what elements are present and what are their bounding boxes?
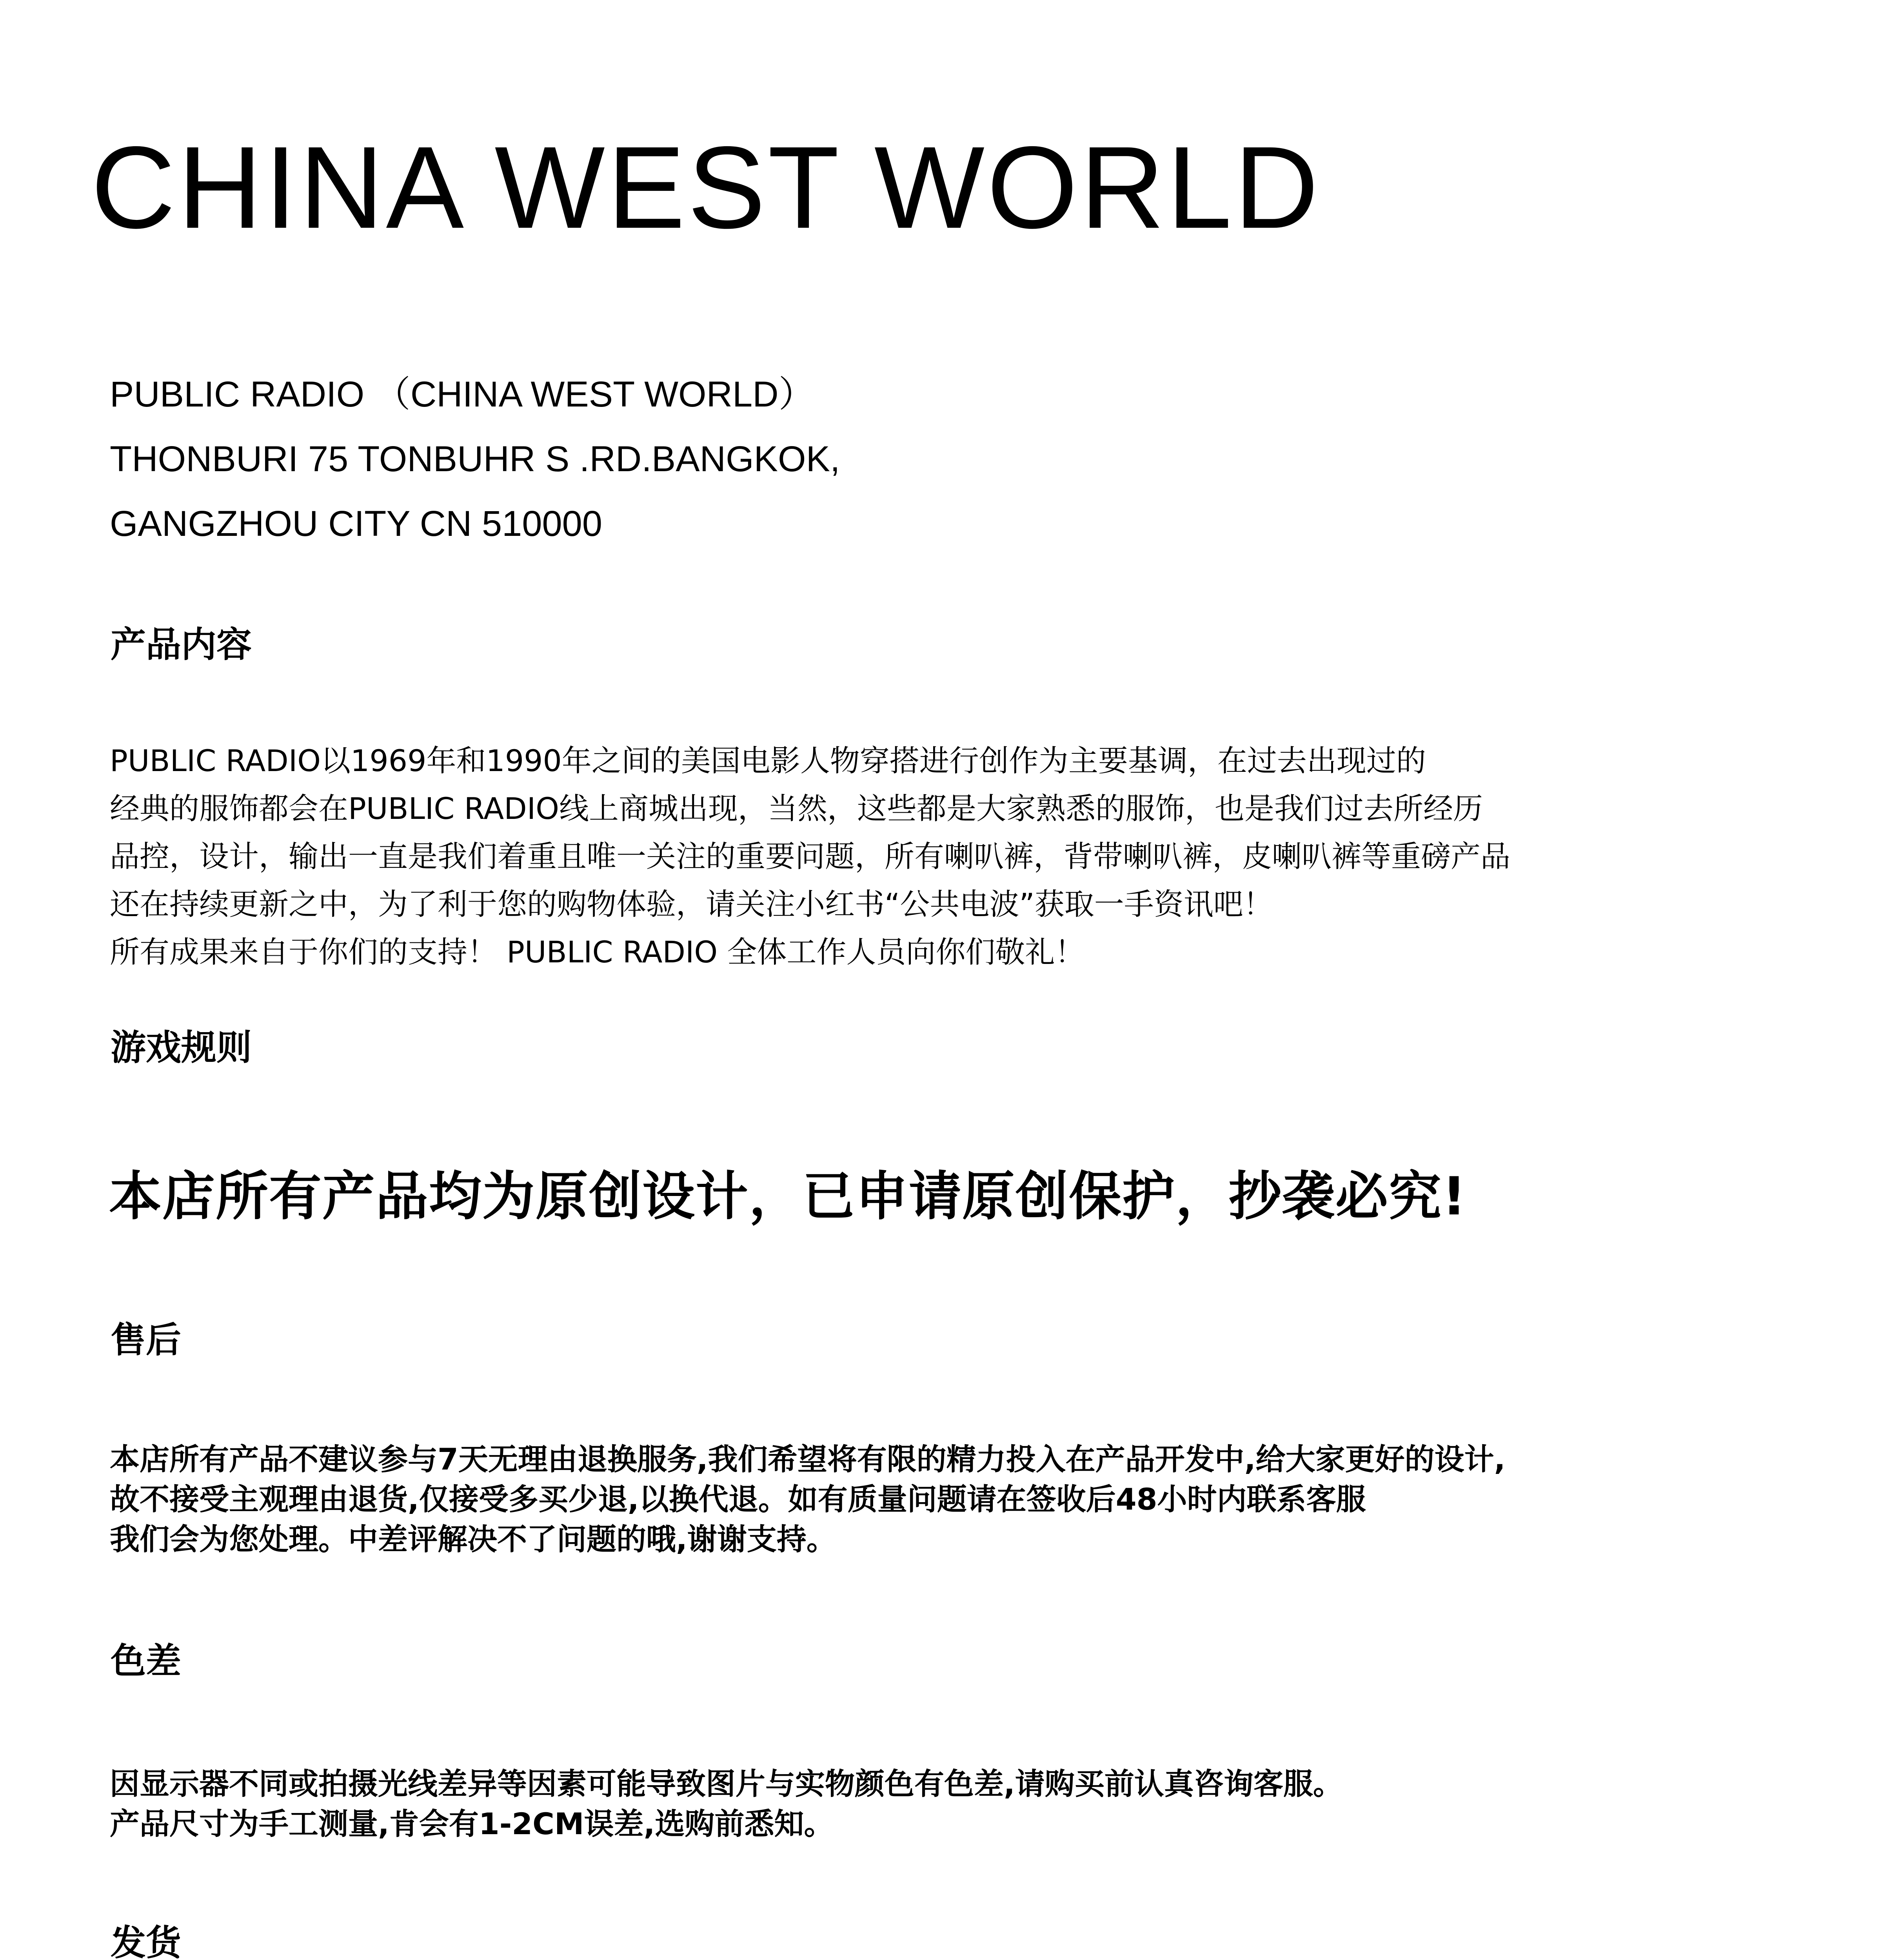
color-diff-paragraph <box>110 1764 1343 1844</box>
color-diff-line: 产品尺寸为手工测量,肯会有1-2CM误差,选购前悉知。 <box>110 1806 834 1841</box>
section-heading-rules: 游戏规则 <box>111 1027 252 1068</box>
content-line: 还在持续更新之中，为了利于您的购物体验，请关注小红书“公共电波”获取一手资讯吧！ <box>110 887 1273 922</box>
address-line-1: PUBLIC RADIO （CHINA WEST WORLD） <box>110 374 815 414</box>
section-heading-after-sales: 售后 <box>111 1319 181 1361</box>
content-line: PUBLIC RADIO以1969年和1990年之间的美国电影人物穿搭进行创作为主要基调，在过去出现过的 <box>110 743 1426 778</box>
address-line-2: THONBURI 75 TONBUHR S .RD.BANGKOK, <box>110 439 840 479</box>
page-title: CHINA WEST WORLD <box>91 122 1321 253</box>
color-diff-line: 因显示器不同或拍摄光线差异等因素可能导致图片与实物颜色有色差,请购买前认真咨询客服。 <box>110 1766 1343 1801</box>
content-line: 经典的服饰都会在PUBLIC RADIO线上商城出现，当然，这些都是大家熟悉的服饰，也是我们过去所经历 <box>110 791 1483 826</box>
content-line: 品控，设计，输出一直是我们着重且唯一关注的重要问题，所有喇叭裤，背带喇叭裤，皮喇叭裤等重磅产品 <box>110 839 1510 874</box>
section-heading-shipping: 发货 <box>111 1922 181 1960</box>
copyright-banner: 本店所有产品均为原创设计，已申请原创保护，抄袭必究! <box>109 1166 1467 1227</box>
after-sales-line: 故不接受主观理由退货,仅接受多买少退,以换代退。如有质量问题请在签收后48小时内联系客服 <box>110 1482 1366 1517</box>
section-heading-color-diff: 色差 <box>111 1641 181 1682</box>
after-sales-line: 本店所有产品不建议参与7天无理由退换服务,我们希望将有限的精力投入在产品开发中,给大家更好的设计, <box>110 1442 1506 1477</box>
after-sales-line: 我们会为您处理。中差评解决不了问题的哦,谢谢支持。 <box>110 1522 836 1557</box>
content-paragraph <box>110 737 1510 976</box>
address-line-3: GANGZHOU CITY CN 510000 <box>110 504 603 544</box>
after-sales-paragraph <box>110 1439 1506 1559</box>
content-line: 所有成果来自于你们的支持！ PUBLIC RADIO 全体工作人员向你们敬礼！ <box>110 935 1085 969</box>
section-heading-content: 产品内容 <box>111 624 252 665</box>
